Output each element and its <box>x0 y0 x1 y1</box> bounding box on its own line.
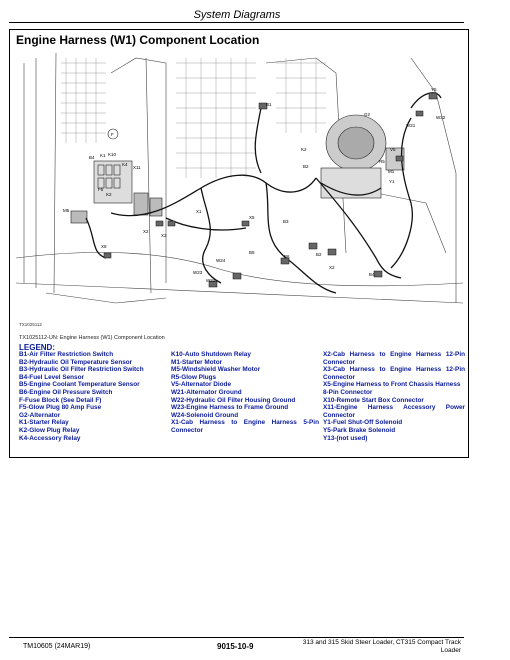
legend-item: V5-Alternator Diode <box>171 381 232 389</box>
grille-left <box>61 58 106 143</box>
footer-page-number: 9015-10-9 <box>217 642 254 651</box>
legend-item: Connector <box>171 426 203 434</box>
callout-b2b: B2 <box>316 252 322 257</box>
legend-item: W24-Solenoid Ground <box>171 411 239 419</box>
legend-item: X11-Engine Harness Accessory Power <box>323 404 465 412</box>
legend-item: K10-Auto Shutdown Relay <box>171 351 251 358</box>
legend-column-2 <box>171 351 319 435</box>
callout-b6: B6 <box>284 254 290 259</box>
legend-item: Y5-Park Brake Solenoid <box>323 426 396 434</box>
legend-item: K1-Starter Relay <box>19 419 69 427</box>
callout-x10: X8 <box>101 244 107 249</box>
legend-item: F5-Glow Plug 80 Amp Fuse <box>19 404 102 412</box>
legend-item: M1-Starter Motor <box>171 358 223 366</box>
header-rule <box>9 22 464 23</box>
callout-k4: K4 <box>122 162 128 167</box>
section-title: Engine Harness (W1) Component Location <box>16 33 260 47</box>
legend-item: F-Fuse Block (See Detail F) <box>19 396 102 404</box>
callout-m5: M5 <box>63 208 70 213</box>
figure-id: TX1025112 <box>19 322 42 327</box>
callout-w21b: W21 <box>206 278 216 283</box>
callout-w21: W21 <box>406 123 416 128</box>
legend-title: LEGEND: <box>19 343 55 352</box>
callout-y5: Y5 <box>431 87 437 92</box>
callout-k2b: K2 <box>301 147 307 152</box>
legend-item: B5-Engine Coolant Temperature Sensor <box>19 381 140 389</box>
callout-w24: W24 <box>216 258 226 263</box>
harness-connectors <box>104 93 437 287</box>
figure-caption: TX1025112-UN: Engine Harness (W1) Component Location <box>19 335 165 341</box>
engine-harness-illustration <box>16 53 463 325</box>
legend-item: X10-Remote Start Box Connector <box>323 396 424 404</box>
footer-product-line: Loader <box>440 647 461 654</box>
callout-x2b: X2 <box>329 265 335 270</box>
callout-k2: K2 <box>106 192 112 197</box>
callout-w22: W22 <box>436 115 446 120</box>
callout-g2: G2 <box>364 112 371 117</box>
grille-center <box>176 58 256 178</box>
legend-item: B4-Fuel Level Sensor <box>19 373 84 381</box>
legend-item: Connector <box>323 373 355 381</box>
legend-item: Connector <box>323 358 355 366</box>
legend-item: W21-Alternator Ground <box>171 388 242 396</box>
callout-r5: R5 <box>379 159 385 164</box>
callout-k1: K1 <box>100 153 106 158</box>
grille-right <box>276 58 326 133</box>
callout-b4: B4 <box>89 155 95 160</box>
legend-item: Y13-(not used) <box>323 434 368 442</box>
callout-f: F <box>111 132 114 137</box>
footer-rule <box>9 637 464 638</box>
callout-x11: X11 <box>133 165 141 170</box>
callout-b4b: B4 <box>369 272 375 277</box>
legend-column-1 <box>19 351 167 442</box>
callout-b3: B3 <box>283 219 289 224</box>
legend-column-3 <box>323 351 465 442</box>
legend-item: 8-Pin Connector <box>323 388 373 396</box>
callout-b5: B5 <box>249 250 255 255</box>
legend-item: W22-Hydraulic Oil Filter Housing Ground <box>171 396 296 404</box>
footer-product <box>292 639 461 655</box>
legend-item: W23-Engine Harness to Frame Ground <box>171 404 289 412</box>
legend-item: B6-Engine Oil Pressure Switch <box>19 388 113 396</box>
legend-item: X3-Cab Harness to Engine Harness 12-Pin <box>323 366 465 374</box>
callout-m1: M1 <box>388 169 395 174</box>
callout-x5: X5 <box>249 215 255 220</box>
legend-item: B2-Hydraulic Oil Temperature Sensor <box>19 358 133 366</box>
legend-item: M5-Windshield Washer Motor <box>171 366 261 374</box>
page-header: System Diagrams <box>193 9 281 21</box>
legend-item: R5-Glow Plugs <box>171 373 217 381</box>
footer-product-line: 313 and 315 Skid Steer Loader, CT315 Compact Track <box>302 639 461 646</box>
legend-item: B1-Air Filter Restriction Switch <box>19 351 114 358</box>
legend-item: Y1-Fuel Shut-Off Solenoid <box>323 419 403 427</box>
callout-x2: X2 <box>143 229 149 234</box>
callout-y1: Y1 <box>389 179 395 184</box>
machine-frame-lines <box>16 53 463 303</box>
callout-b2: B2 <box>303 164 309 169</box>
callout-k10: K10 <box>108 152 117 157</box>
alternator-engine <box>321 115 404 198</box>
callout-b1: B1 <box>266 102 272 107</box>
legend-item: K2-Glow Plug Relay <box>19 426 80 434</box>
callout-w23: W23 <box>193 270 203 275</box>
callout-x1: X1 <box>196 209 202 214</box>
callout-f5: F5 <box>98 187 104 192</box>
legend-item: G2-Alternator <box>19 411 61 419</box>
legend-item: B3-Hydraulic Oil Filter Restriction Switch <box>19 366 144 374</box>
legend-item: X2-Cab Harness to Engine Harness 12-Pin <box>323 351 465 358</box>
legend-item: Connector <box>323 411 355 419</box>
legend-item: X5-Engine Harness to Front Chassis Harness <box>323 381 461 389</box>
footer-doc-id: TM10605 (24MAR19) <box>23 643 91 650</box>
callout-x3: X3 <box>161 233 167 238</box>
legend-item: K4-Accessory Relay <box>19 434 81 442</box>
legend-item: X1-Cab Harness to Engine Harness 5-Pin <box>171 419 319 427</box>
callout-v5: V5 <box>390 147 396 152</box>
